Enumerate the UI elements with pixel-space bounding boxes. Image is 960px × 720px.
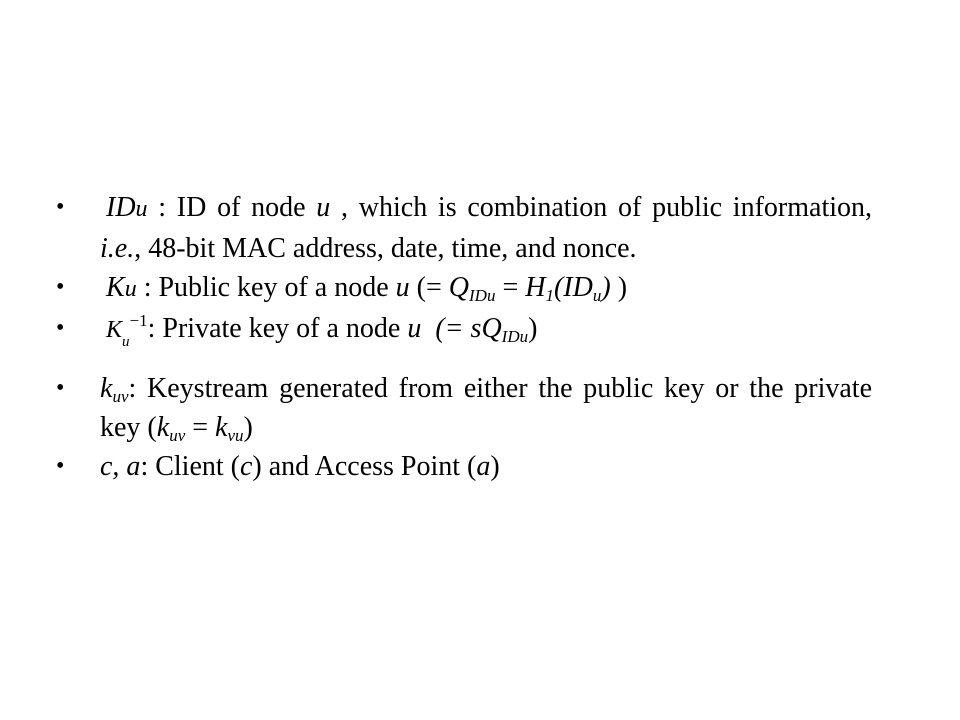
- keystream-subscript: uv: [169, 426, 186, 445]
- key-subscript: u: [124, 276, 137, 302]
- access-point-variable: a: [476, 451, 491, 482]
- description-text: , which is combination of public information,: [330, 192, 872, 223]
- hash-argument-subscript: u: [592, 286, 602, 305]
- ie-abbreviation: i.e.: [100, 233, 135, 264]
- node-variable: u: [395, 272, 410, 303]
- bullet-icon: •: [56, 274, 65, 300]
- description-text: ID of node: [176, 192, 317, 223]
- id-symbol: ID: [106, 192, 136, 223]
- id-subscript: u: [135, 196, 148, 222]
- formula-text: (=: [409, 272, 449, 303]
- formula-text: ): [528, 313, 538, 344]
- formula-text: ): [601, 272, 611, 303]
- keystream-symbol: k: [156, 412, 170, 443]
- q-subscript: IDu: [469, 286, 496, 305]
- formula-text: (= s: [421, 313, 482, 344]
- list-item-id: [52, 188, 872, 268]
- q-symbol: Q: [481, 313, 502, 344]
- list-item-client-ap: [52, 447, 872, 486]
- bullet-icon: •: [56, 194, 65, 220]
- separator: :: [147, 192, 177, 223]
- q-symbol: Q: [448, 272, 469, 303]
- formula-text: ): [243, 412, 253, 443]
- bullet-icon: •: [56, 453, 65, 479]
- hash-argument: (ID: [553, 272, 593, 303]
- hash-symbol: H: [525, 272, 546, 303]
- client-variable: c: [239, 451, 253, 482]
- variables-symbol: c, a: [100, 451, 141, 482]
- list-item-keystream: [52, 369, 872, 447]
- key-subscript: u: [122, 334, 130, 350]
- formula-text: =: [185, 412, 216, 443]
- key-symbol: K: [106, 272, 125, 303]
- key-superscript: −1: [129, 311, 148, 330]
- node-variable: u: [316, 192, 331, 223]
- list-item-text: [100, 268, 872, 309]
- description-text: ) and Access Point (: [252, 451, 477, 482]
- list-item-text: [100, 369, 872, 447]
- keystream-subscript: uv: [112, 387, 129, 406]
- list-item-public-key: [52, 268, 872, 309]
- keystream-symbol: k: [215, 412, 228, 443]
- node-variable: u: [407, 313, 422, 344]
- private-key-symbol: [106, 309, 148, 353]
- description-text: ): [490, 451, 500, 482]
- definition-list: [52, 188, 872, 486]
- formula-text: ): [610, 272, 628, 303]
- bullet-icon: •: [56, 315, 65, 341]
- list-item-private-key: [52, 309, 872, 353]
- list-item-text: [100, 188, 872, 268]
- description-text: : Client (: [140, 451, 240, 482]
- description-text: : Public key of a node: [136, 272, 396, 303]
- description-text: : Keystream generated from either the public key or the private key (: [100, 373, 872, 443]
- formula-text: =: [495, 272, 526, 303]
- hash-subscript: 1: [545, 286, 554, 305]
- description-text: , 48-bit MAC address, date, time, and nonce.: [134, 233, 637, 264]
- list-item-text: [100, 309, 872, 353]
- bullet-icon: •: [56, 375, 65, 401]
- description-text: : Private key of a node: [147, 313, 408, 344]
- key-symbol: K: [106, 317, 123, 343]
- q-subscript: IDu: [501, 327, 529, 346]
- list-item-text: [100, 447, 872, 486]
- keystream-subscript: vu: [227, 426, 244, 445]
- keystream-symbol: k: [100, 373, 113, 404]
